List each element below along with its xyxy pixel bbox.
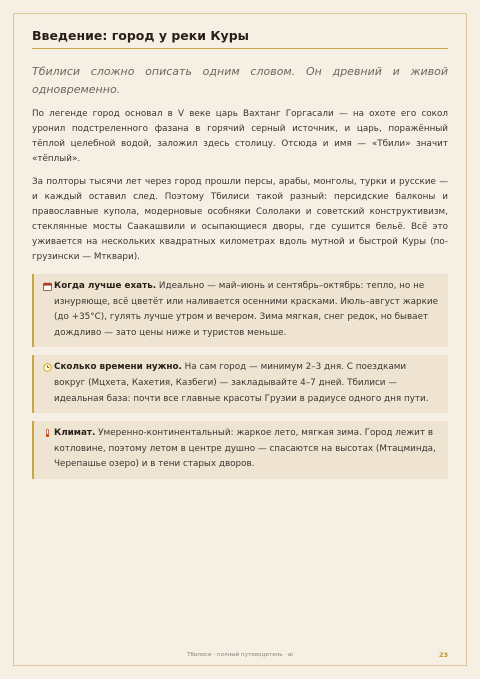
body-paragraph: За полторы тысячи лет через город прошли персы, арабы, монголы, турки и русские — и каждый оставил след. Поэтому Тбилиси такой разный: персидские балконы и православные купола, модерновые особняки Сололаки и советский конструктивизм, стеклянные мосты Саакашвили и осыпающиеся дворы, где сушится бельё. Всё это уживается на нескольких квадратных километрах вдоль мутной и быстрой Куры (по-грузински — Мтквари). <box>32 177 448 262</box>
section-heading: Введение: город у реки Куры <box>32 28 448 49</box>
info-box-duration <box>32 355 448 413</box>
page-content <box>32 28 448 479</box>
info-box-body: Умеренно-континентальный: жаркое лето, мягкая зима. Город лежит в котловине, поэтому летом в центре душно — спасаются на высотах (Мтацминда, Черепашье озеро) и в тени старых дворов. <box>54 428 436 470</box>
info-box-title: Сколько времени нужно. <box>54 362 182 373</box>
info-box-text <box>41 360 440 407</box>
body-paragraph: По легенде город основал в V веке царь Вахтанг Горгасали — на охоте его сокол уронил подстреленного фазана в горячий серный источник, и царь, поражённый тёплой целебной водой, заложил здесь столицу. Отсюда и имя — «Тбили» значит «тёплый». <box>32 109 448 164</box>
thermometer-icon <box>42 428 52 438</box>
info-box-title: Когда лучше ехать. <box>54 281 157 291</box>
info-box-text <box>41 279 440 341</box>
info-box-body: На сам город — минимум 2–3 дня. С поездками вокруг (Мцхета, Кахетия, Казбеги) — закладывайте 4–7 дней. Тбилиси — идеальная база: почти все главные красоты Грузии в радиусе одного дня пути. <box>54 362 429 404</box>
info-box-title: Климат. <box>54 428 96 439</box>
info-box-body: Идеально — май–июнь и сентябрь–октябрь: тепло, но не изнуряюще, всё цветёт или наливается осенними красками. Июль–август жаркие (до +35°C), гулять лучше утром и вечером. Зима мягкая, снег редок, но бывает дождливо — зато цены ниже и туристов меньше. <box>54 281 439 338</box>
page-number: 23 <box>438 651 448 659</box>
info-box-climate <box>32 421 448 479</box>
calendar-icon <box>42 281 52 291</box>
page-footer: Тбилиси · полный путеводитель · ai <box>187 652 293 658</box>
info-box-text <box>41 426 440 473</box>
lead-paragraph: Тбилиси сложно описать одним словом. Он древний и живой одновременно. <box>32 65 448 96</box>
clock-icon <box>42 362 52 372</box>
info-box-when <box>32 274 448 347</box>
